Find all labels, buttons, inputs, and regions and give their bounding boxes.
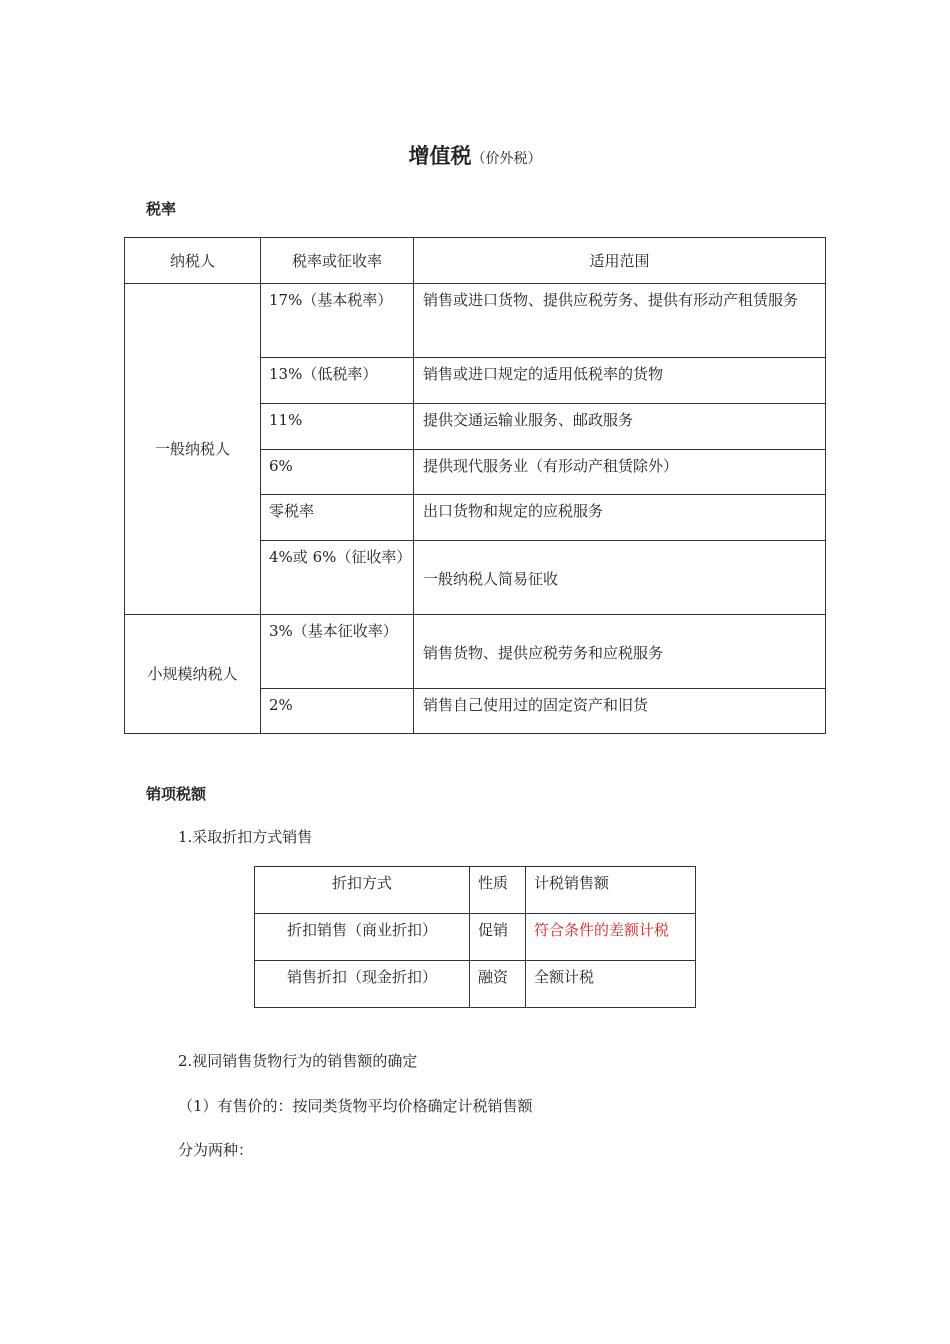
section-heading-rate: 税率 [146,200,177,218]
item-2-1: （1）有售价的：按同类货物平均价格确定计税销售额 [178,1097,533,1115]
rate-cell: 11% [261,404,414,450]
method-cell: 销售折扣（现金折扣） [255,961,470,1008]
method-cell: 折扣销售（商业折扣） [255,914,470,961]
base-cell-highlighted: 符合条件的差额计税 [526,914,696,961]
header-taxpayer: 纳税人 [125,238,261,284]
table-row [255,961,696,1008]
scope-cell: 一般纳税人简易征收 [414,541,826,615]
header-base: 计税销售额 [526,867,696,914]
document-title [0,140,950,170]
scope-cell: 提供交通运输业服务、邮政服务 [414,404,826,450]
header-scope: 适用范围 [414,238,826,284]
taxpayer-small: 小规模纳税人 [125,615,261,734]
base-cell: 全额计税 [526,961,696,1008]
tax-rate-table [124,237,826,734]
scope-cell: 销售或进口货物、提供应税劳务、提供有形动产租赁服务 [414,284,826,358]
table-header-row [125,238,826,284]
scope-cell: 提供现代服务业（有形动产租赁除外） [414,450,826,495]
discount-table [254,866,696,1008]
table-row [255,914,696,961]
rate-cell: 零税率 [261,495,414,541]
item-1: 1.采取折扣方式销售 [178,828,313,846]
scope-cell: 出口货物和规定的应税服务 [414,495,826,541]
scope-cell: 销售自己使用过的固定资产和旧货 [414,689,826,734]
rate-cell: 13%（低税率） [261,358,414,404]
rate-cell: 17%（基本税率） [261,284,414,358]
nature-cell: 促销 [470,914,526,961]
table-row [125,615,826,689]
taxpayer-general: 一般纳税人 [125,284,261,615]
header-nature: 性质 [470,867,526,914]
header-method: 折扣方式 [255,867,470,914]
rate-cell: 2% [261,689,414,734]
table-row [125,284,826,358]
title-sub: （价外税） [471,151,542,167]
rate-cell: 4%或 6%（征收率） [261,541,414,615]
item-2: 2.视同销售货物行为的销售额的确定 [178,1052,418,1070]
rate-cell: 6% [261,450,414,495]
scope-cell: 销售货物、提供应税劳务和应税服务 [414,615,826,689]
rate-cell: 3%（基本征收率） [261,615,414,689]
table-header-row [255,867,696,914]
header-rate: 税率或征收率 [261,238,414,284]
section-heading-output: 销项税额 [146,785,207,803]
nature-cell: 融资 [470,961,526,1008]
title-main: 增值税 [408,144,472,168]
item-2-note: 分为两种： [178,1141,254,1159]
scope-cell: 销售或进口规定的适用低税率的货物 [414,358,826,404]
